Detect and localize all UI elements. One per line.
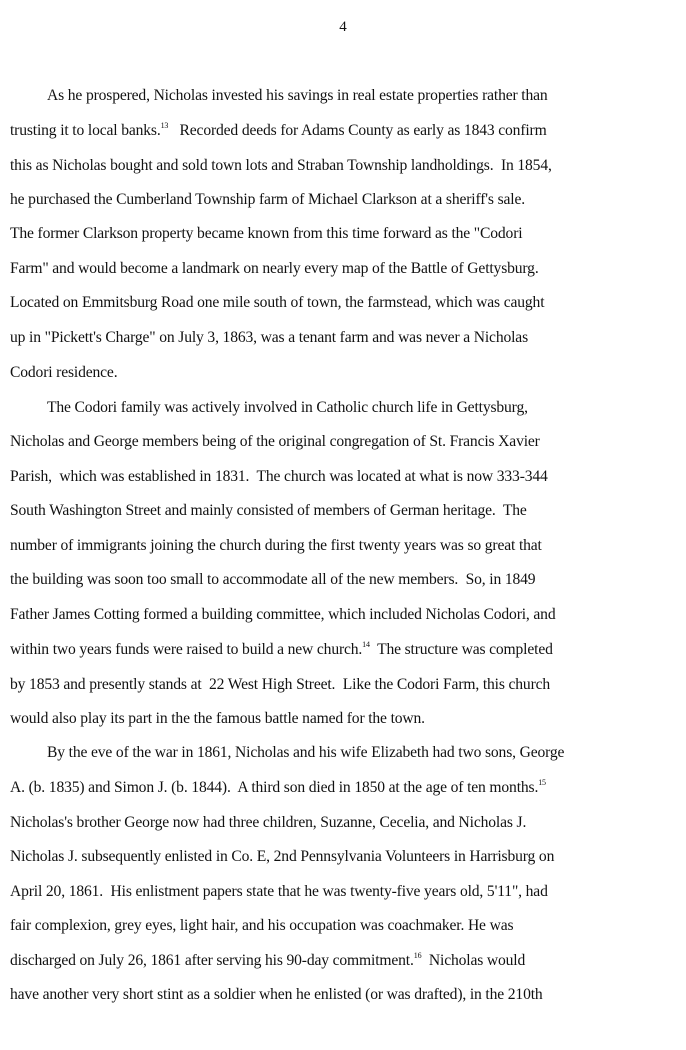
text-line: By the eve of the war in 1861, Nicholas and his wife Elizabeth had two sons, George bbox=[47, 744, 565, 761]
page-number: 4 bbox=[339, 19, 347, 35]
text-line: South Washington Street and mainly consisted of members of German heritage. The bbox=[10, 502, 527, 519]
footnote-ref: 13 bbox=[160, 121, 169, 130]
text-line: Parish, which was established in 1831. The church was located at what is now 333-344 bbox=[10, 468, 548, 485]
text-line: this as Nicholas bought and sold town lots and Straban Township landholdings. In 1854, bbox=[10, 157, 552, 174]
text-line: the building was soon too small to accommodate all of the new members. So, in 1849 bbox=[10, 571, 536, 588]
text-line: A. (b. 1835) and Simon J. (b. 1844). A third son died in 1850 at the age of ten months.$^{15}$ bbox=[10, 778, 546, 796]
text-line: have another very short stint as a soldier when he enlisted (or was drafted), in the 210th bbox=[10, 986, 543, 1003]
text-line: As he prospered, Nicholas invested his savings in real estate properties rather than bbox=[47, 87, 548, 104]
text-line: The former Clarkson property became known from this time forward as the "Codori bbox=[10, 225, 523, 242]
text-line: he purchased the Cumberland Township farm of Michael Clarkson at a sheriff's sale. bbox=[10, 191, 525, 208]
text-line: The Codori family was actively involved in Catholic church life in Gettysburg, bbox=[47, 399, 528, 416]
text-line: April 20, 1861. His enlistment papers state that he was twenty-five years old, 5'11", had bbox=[10, 883, 548, 900]
footnote-ref: 14 bbox=[362, 640, 370, 649]
text-line: within two years funds were raised to build a new church.$^{14}$ The structure was completed bbox=[10, 640, 553, 658]
footnote-ref: 16 bbox=[413, 951, 422, 960]
text-line: would also play its part in the the famous battle named for the town. bbox=[10, 710, 425, 727]
text-line: Farm" and would become a landmark on nearly every map of the Battle of Gettysburg. bbox=[10, 260, 539, 277]
footnote-ref: 15 bbox=[538, 778, 546, 787]
text-line: Nicholas J. subsequently enlisted in Co. E, 2nd Pennsylvania Volunteers in Harrisburg on bbox=[10, 848, 555, 865]
text-line: up in "Pickett's Charge" on July 3, 1863, was a tenant farm and was never a Nicholas bbox=[10, 329, 528, 346]
text-line: Father James Cotting formed a building committee, which included Nicholas Codori, and bbox=[10, 606, 556, 623]
text-line: Nicholas's brother George now had three children, Suzanne, Cecelia, and Nicholas J. bbox=[10, 814, 527, 831]
text-line: Nicholas and George members being of the original congregation of St. Francis Xavier bbox=[10, 433, 540, 450]
text-line: number of immigrants joining the church during the first twenty years was so great that bbox=[10, 537, 542, 554]
text-line: Codori residence. bbox=[10, 364, 118, 381]
text-line: discharged on July 26, 1861 after serving his 90-day commitment.$^{16}$ Nicholas would bbox=[10, 951, 526, 969]
text-line: by 1853 and presently stands at 22 West High Street. Like the Codori Farm, this church bbox=[10, 676, 551, 693]
text-line: trusting it to local banks.$^{13}$ Recorded deeds for Adams County as early as 1843 confirm bbox=[10, 121, 547, 139]
text-line: fair complexion, grey eyes, light hair, and his occupation was coachmaker. He was bbox=[10, 917, 514, 934]
text-line: Located on Emmitsburg Road one mile south of town, the farmstead, which was caught bbox=[10, 294, 545, 311]
